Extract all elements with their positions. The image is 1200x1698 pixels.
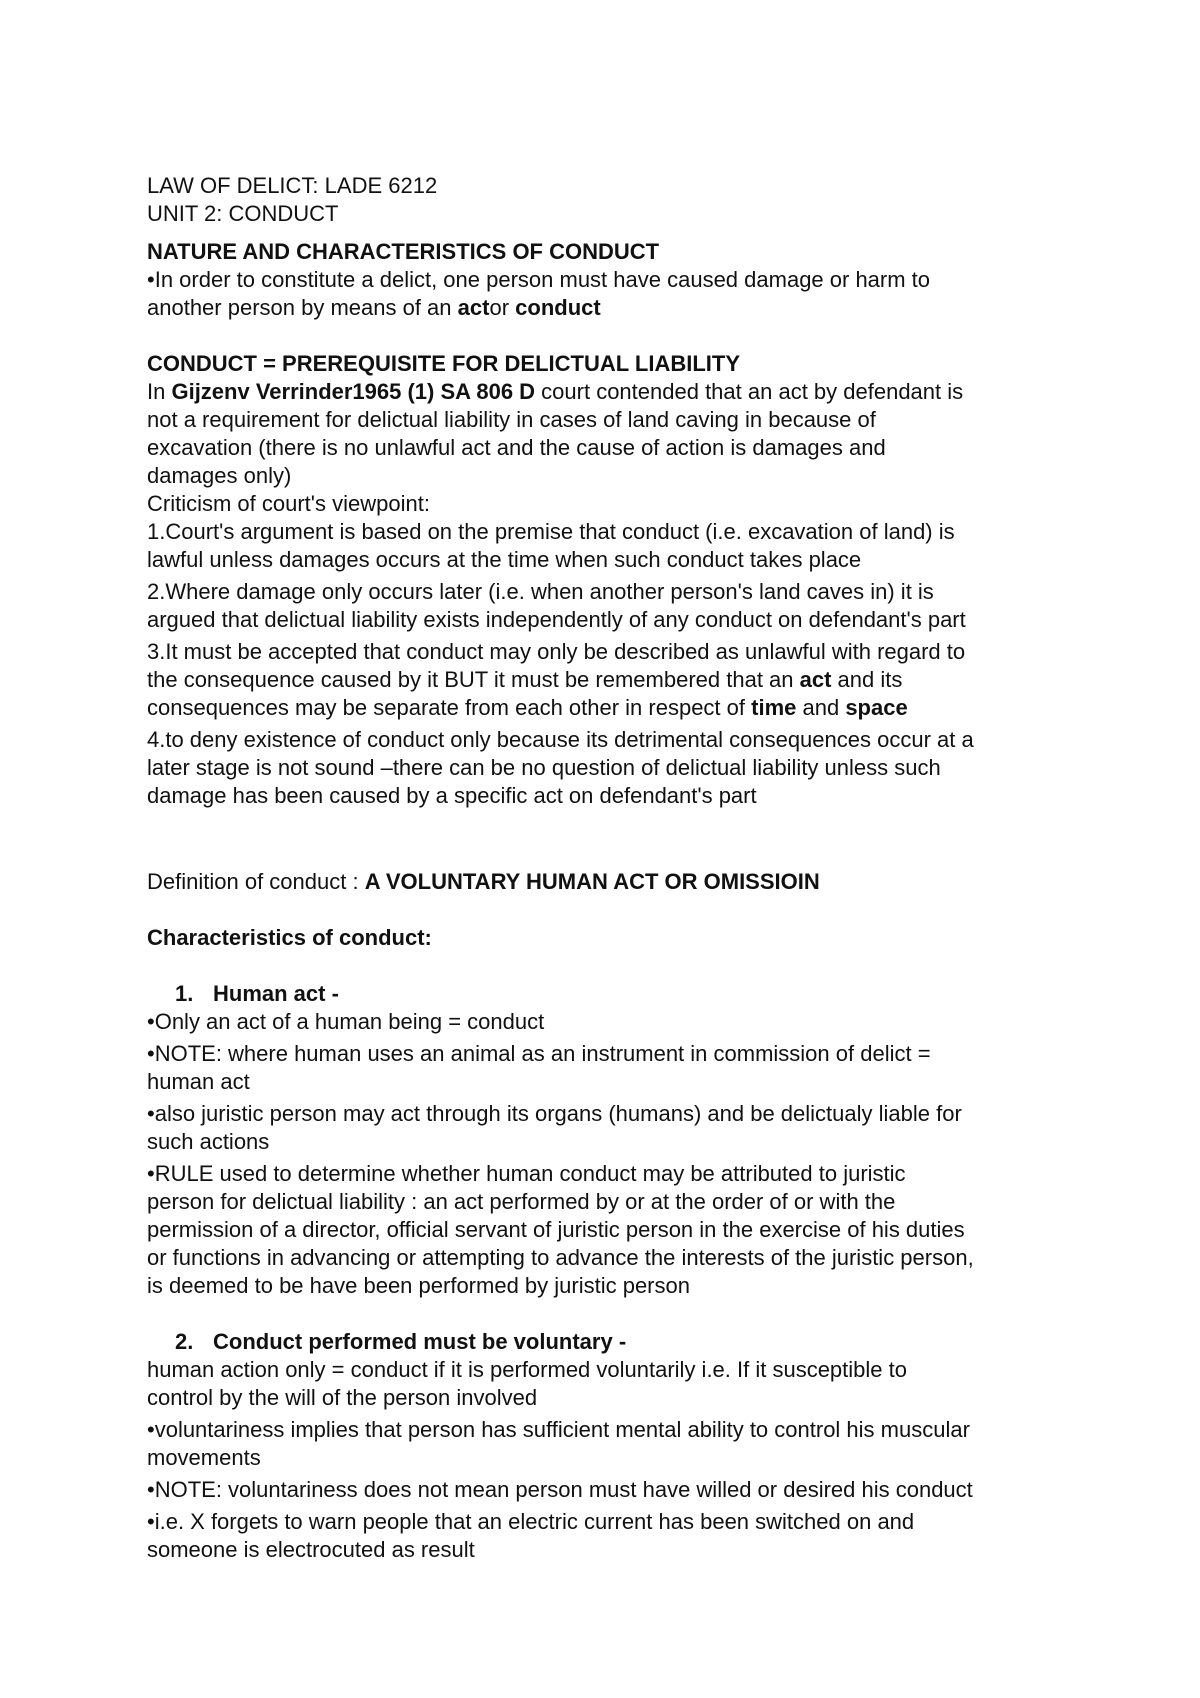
- bold-term: act: [799, 667, 832, 692]
- bullet-item: [147, 1508, 1087, 1564]
- bullet-item: •Only an act of a human being = conduct: [147, 1009, 545, 1034]
- paragraph-line: damage has been caused by a specific act on defendant's part: [147, 783, 757, 808]
- paragraph-line: 2.Where damage only occurs later (i.e. when another person's land caves in) it is: [147, 579, 934, 604]
- paragraph-line: [147, 666, 1087, 694]
- paragraph-line: •voluntariness implies that person has sufficient mental ability to control his muscular: [147, 1417, 970, 1442]
- paragraph-line: excavation (there is no unlawful act and the cause of action is damages and: [147, 435, 886, 460]
- paragraph-line: lawful unless damages occurs at the time when such conduct takes place: [147, 547, 862, 572]
- bullet-item: [147, 1100, 1087, 1156]
- text-run: another person by means of an: [147, 295, 458, 320]
- criticism-point-4: [147, 726, 1087, 810]
- bold-term: conduct: [515, 295, 601, 320]
- paragraph-line: person for delictual liability : an act performed by or at the order of or with the: [147, 1189, 896, 1214]
- paragraph-line: human act: [147, 1069, 250, 1094]
- criticism-point-2: [147, 578, 1087, 634]
- characteristics-heading: Characteristics of conduct:: [147, 925, 432, 950]
- paragraph-line: movements: [147, 1445, 261, 1470]
- text-run: the consequence caused by it BUT it must be remembered that an: [147, 667, 800, 692]
- criticism-point-3: [147, 638, 1087, 722]
- criticism-label: Criticism of court's viewpoint:: [147, 491, 430, 516]
- paragraph-line: such actions: [147, 1129, 270, 1154]
- paragraph-line: not a requirement for delictual liability in cases of land caving in because of: [147, 407, 876, 432]
- course-title: LAW OF DELICT: LADE 6212: [147, 173, 438, 198]
- paragraph-line: or functions in advancing or attempting to advance the interests of the juristic person,: [147, 1245, 974, 1270]
- bullet-item: [147, 1040, 1087, 1096]
- unit-title: UNIT 2: CONDUCT: [147, 201, 339, 226]
- case-citation: Gijzenv Verrinder1965 (1) SA 806 D: [171, 379, 536, 404]
- paragraph-line: [147, 294, 1087, 322]
- document-page: [147, 172, 1087, 1564]
- list-number: 1.: [175, 981, 194, 1006]
- paragraph-line: someone is electrocuted as result: [147, 1537, 475, 1562]
- text-run: court contended that an act by defendant is: [535, 379, 964, 404]
- bold-term: time: [751, 695, 797, 720]
- characteristic-heading-1: [147, 980, 1087, 1008]
- definition-value: A VOLUNTARY HUMAN ACT OR OMISSIOIN: [364, 869, 820, 894]
- paragraph-line: 3.It must be accepted that conduct may only be described as unlawful with regard to: [147, 639, 966, 664]
- definition-label: Definition of conduct :: [147, 869, 365, 894]
- paragraph-line: is deemed to be have been performed by juristic person: [147, 1273, 690, 1298]
- paragraph-line: 1.Court's argument is based on the premise that conduct (i.e. excavation of land) is: [147, 519, 955, 544]
- paragraph-line: 4.to deny existence of conduct only because its detrimental consequences occur at a: [147, 727, 974, 752]
- paragraph-line: damages only): [147, 463, 292, 488]
- bullet-item: [147, 1160, 1087, 1300]
- paragraph-line: permission of a director, official servant of juristic person in the exercise of his duties: [147, 1217, 965, 1242]
- paragraph-line: •also juristic person may act through its organs (humans) and be delictualy liable for: [147, 1101, 962, 1126]
- bold-term: space: [845, 695, 908, 720]
- bold-term: act: [457, 295, 490, 320]
- paragraph-line: control by the will of the person involved: [147, 1385, 538, 1410]
- text-run: In: [147, 379, 172, 404]
- paragraph-line: •NOTE: where human uses an animal as an instrument in commission of delict =: [147, 1041, 931, 1066]
- paragraph-line: •In order to constitute a delict, one person must have caused damage or harm to: [147, 267, 931, 292]
- criticism-point-1: [147, 518, 1087, 574]
- bullet-item: [147, 1416, 1087, 1472]
- paragraph-line: •RULE used to determine whether human conduct may be attributed to juristic: [147, 1161, 906, 1186]
- bullet-item: •NOTE: voluntariness does not mean person must have willed or desired his conduct: [147, 1477, 973, 1502]
- section-heading-prerequisite: CONDUCT = PREREQUISITE FOR DELICTUAL LIABILITY: [147, 351, 741, 376]
- characteristic-heading-2: [147, 1328, 1087, 1356]
- paragraph-line: human action only = conduct if it is performed voluntarily i.e. If it susceptible to: [147, 1357, 907, 1382]
- section-heading-nature: NATURE AND CHARACTERISTICS OF CONDUCT: [147, 239, 660, 264]
- definition-line: [147, 868, 1087, 896]
- paragraph-line: argued that delictual liability exists independently of any conduct on defendant's part: [147, 607, 966, 632]
- text-run: consequences may be separate from each other in respect of: [147, 695, 752, 720]
- list-number: 2.: [175, 1329, 194, 1354]
- paragraph-line: [147, 694, 1087, 722]
- characteristic-title: Conduct performed must be voluntary -: [213, 1329, 627, 1354]
- text-run: or: [489, 295, 516, 320]
- paragraph-line: •i.e. X forgets to warn people that an electric current has been switched on and: [147, 1509, 915, 1534]
- paragraph-line: [147, 378, 1087, 406]
- text-run: and: [796, 695, 846, 720]
- paragraph-line: later stage is not sound –there can be no question of delictual liability unless such: [147, 755, 941, 780]
- characteristic-title: Human act -: [213, 981, 339, 1006]
- text-run: and its: [831, 667, 903, 692]
